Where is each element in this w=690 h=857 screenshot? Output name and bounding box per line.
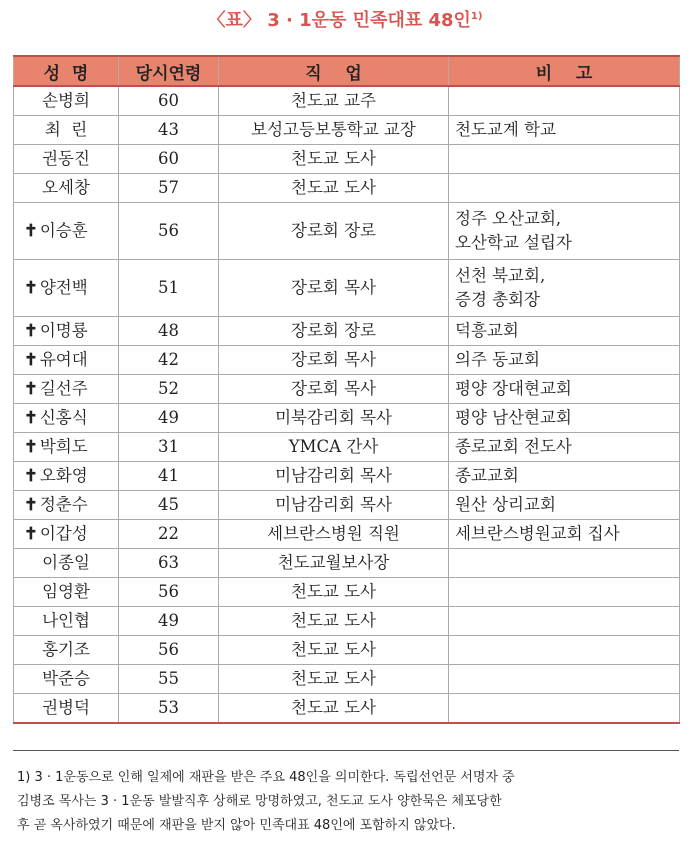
cell-job: 천도교 도사	[219, 607, 449, 636]
person-name: 권병덕	[42, 698, 90, 717]
person-name: 임영환	[42, 582, 90, 601]
cell-age: 60	[119, 145, 219, 174]
cell-note	[449, 404, 680, 433]
header-age: 당시연령	[119, 56, 219, 86]
header-row	[14, 56, 680, 86]
note-line: 종교교회	[455, 466, 519, 485]
cell-job: 장로회 목사	[219, 346, 449, 375]
table-row	[14, 549, 680, 578]
cell-job: 세브란스병원 직원	[219, 520, 449, 549]
cross-icon: ✝	[24, 495, 38, 514]
cell-name	[14, 462, 119, 491]
cell-name	[14, 636, 119, 665]
note-line: 천도교계 학교	[455, 120, 556, 139]
person-name: 박희도	[39, 437, 88, 456]
cell-age: 42	[119, 346, 219, 375]
cell-note	[449, 116, 680, 145]
cell-age: 31	[119, 433, 219, 462]
cell-note	[449, 607, 680, 636]
cell-age: 56	[119, 578, 219, 607]
cell-note	[449, 462, 680, 491]
cross-icon: ✝	[24, 278, 38, 297]
cell-name	[14, 665, 119, 694]
cell-age: 63	[119, 549, 219, 578]
table-row	[14, 404, 680, 433]
note-line: 증경 총회장	[455, 290, 540, 309]
person-name: 오화영	[39, 466, 88, 485]
cell-job: 장로회 장로	[219, 317, 449, 346]
cell-job: 천도교 교주	[219, 86, 449, 116]
cell-note	[449, 203, 680, 260]
note-line: 평양 남산현교회	[455, 408, 572, 427]
table-body	[14, 86, 680, 723]
table-row	[14, 346, 680, 375]
table-row	[14, 433, 680, 462]
cell-name	[14, 346, 119, 375]
footnote-line: 1) 3 · 1운동으로 인해 일제에 재판을 받은 주요 48인을 의미한다. 독립선언문 서명자 중	[17, 770, 515, 785]
person-name: 유여대	[39, 350, 88, 369]
cell-age: 51	[119, 260, 219, 317]
cell-note	[449, 578, 680, 607]
header-note: 비 고	[449, 56, 680, 86]
representatives-table	[13, 55, 680, 724]
cell-note	[449, 636, 680, 665]
person-name: 오세창	[42, 178, 90, 197]
person-name: 손병희	[42, 91, 90, 110]
person-name: 이승훈	[39, 221, 88, 240]
cell-job: 미북감리회 목사	[219, 404, 449, 433]
person-name: 길선주	[39, 379, 88, 398]
cell-name	[14, 404, 119, 433]
cell-name	[14, 174, 119, 203]
note-line: 정주 오산교회,	[455, 209, 562, 228]
table-row	[14, 317, 680, 346]
cell-age: 56	[119, 636, 219, 665]
table-row	[14, 694, 680, 724]
cell-age: 53	[119, 694, 219, 724]
person-name: 박준승	[42, 669, 90, 688]
cell-note	[449, 145, 680, 174]
cross-icon: ✝	[24, 321, 38, 340]
cell-name	[14, 578, 119, 607]
table-row	[14, 665, 680, 694]
cell-note	[449, 694, 680, 724]
cell-job: 미남감리회 목사	[219, 462, 449, 491]
cell-job: 천도교 도사	[219, 145, 449, 174]
table-title	[0, 6, 690, 32]
cell-age: 43	[119, 116, 219, 145]
table-row	[14, 520, 680, 549]
table-row	[14, 203, 680, 260]
cell-name	[14, 145, 119, 174]
cell-age: 57	[119, 174, 219, 203]
cell-note	[449, 549, 680, 578]
cell-job: 천도교 도사	[219, 636, 449, 665]
cell-name	[14, 491, 119, 520]
note-line: 평양 장대현교회	[455, 379, 572, 398]
cross-icon: ✝	[24, 437, 38, 456]
cross-icon: ✝	[24, 524, 38, 543]
cell-note	[449, 491, 680, 520]
cell-note	[449, 433, 680, 462]
table-row	[14, 145, 680, 174]
cell-name	[14, 607, 119, 636]
person-name: 이명룡	[39, 321, 88, 340]
cell-age: 22	[119, 520, 219, 549]
cross-icon: ✝	[24, 350, 38, 369]
cell-job: 천도교 도사	[219, 665, 449, 694]
footnote-marker: 1)	[470, 11, 483, 22]
table-row	[14, 578, 680, 607]
cell-age: 52	[119, 375, 219, 404]
cell-name	[14, 203, 119, 260]
cell-age: 55	[119, 665, 219, 694]
cell-note	[449, 346, 680, 375]
cell-age: 45	[119, 491, 219, 520]
cell-note	[449, 665, 680, 694]
cell-age: 41	[119, 462, 219, 491]
cell-note	[449, 317, 680, 346]
cell-note	[449, 174, 680, 203]
person-name: 홍기조	[42, 640, 90, 659]
header-name: 성 명	[14, 56, 119, 86]
cell-note	[449, 86, 680, 116]
cell-job: 미남감리회 목사	[219, 491, 449, 520]
table-row	[14, 116, 680, 145]
cell-name	[14, 260, 119, 317]
note-line: 원산 상리교회	[455, 495, 556, 514]
note-line: 의주 동교회	[455, 350, 540, 369]
table-title-text: 〈표〉 3 · 1운동 민족대표 48인	[207, 10, 471, 31]
person-name: 나인협	[42, 611, 90, 630]
note-line: 세브란스병원교회 집사	[455, 524, 620, 543]
cell-name	[14, 520, 119, 549]
cell-name	[14, 116, 119, 145]
cross-icon: ✝	[24, 466, 38, 485]
cell-age: 48	[119, 317, 219, 346]
footnote	[17, 766, 679, 838]
table-row	[14, 462, 680, 491]
cell-job: 장로회 장로	[219, 203, 449, 260]
cell-job: 천도교월보사장	[219, 549, 449, 578]
cell-job: 장로회 목사	[219, 260, 449, 317]
person-name: 권동진	[42, 149, 90, 168]
cell-name	[14, 694, 119, 724]
cross-icon: ✝	[24, 379, 38, 398]
person-name: 이종일	[42, 553, 90, 572]
table-row	[14, 174, 680, 203]
person-name: 양전백	[39, 278, 88, 297]
cell-job: 장로회 목사	[219, 375, 449, 404]
table-row	[14, 636, 680, 665]
person-name: 최 린	[44, 120, 88, 139]
cell-note	[449, 375, 680, 404]
note-line: 덕흥교회	[455, 321, 519, 340]
person-name: 이갑성	[39, 524, 88, 543]
header-job: 직 업	[219, 56, 449, 86]
cell-name	[14, 433, 119, 462]
cell-job: 천도교 도사	[219, 578, 449, 607]
footnote-divider	[13, 750, 679, 751]
cell-name	[14, 375, 119, 404]
cell-name	[14, 549, 119, 578]
cell-age: 60	[119, 86, 219, 116]
person-name: 신홍식	[39, 408, 88, 427]
cross-icon: ✝	[24, 408, 38, 427]
table-row	[14, 375, 680, 404]
cell-note	[449, 520, 680, 549]
person-name: 정춘수	[39, 495, 88, 514]
note-line: 종로교회 전도사	[455, 437, 572, 456]
cell-job: 천도교 도사	[219, 174, 449, 203]
cell-age: 56	[119, 203, 219, 260]
cell-job: 천도교 도사	[219, 694, 449, 724]
table-row	[14, 607, 680, 636]
cell-name	[14, 86, 119, 116]
cell-age: 49	[119, 404, 219, 433]
cell-job: 보성고등보통학교 교장	[219, 116, 449, 145]
cell-name	[14, 317, 119, 346]
table-row	[14, 491, 680, 520]
table-row	[14, 260, 680, 317]
cell-note	[449, 260, 680, 317]
cell-job: YMCA 간사	[219, 433, 449, 462]
cell-age: 49	[119, 607, 219, 636]
footnote-line: 김병조 목사는 3 · 1운동 발발직후 상해로 망명하였고, 천도교 도사 양한묵은 체포당한	[17, 794, 502, 809]
cross-icon: ✝	[24, 221, 38, 240]
note-line: 선천 북교회,	[455, 266, 546, 285]
footnote-line: 후 곧 옥사하였기 때문에 재판을 받지 않아 민족대표 48인에 포함하지 않았다.	[17, 818, 456, 833]
note-line: 오산학교 설립자	[455, 233, 572, 252]
table-row	[14, 86, 680, 116]
